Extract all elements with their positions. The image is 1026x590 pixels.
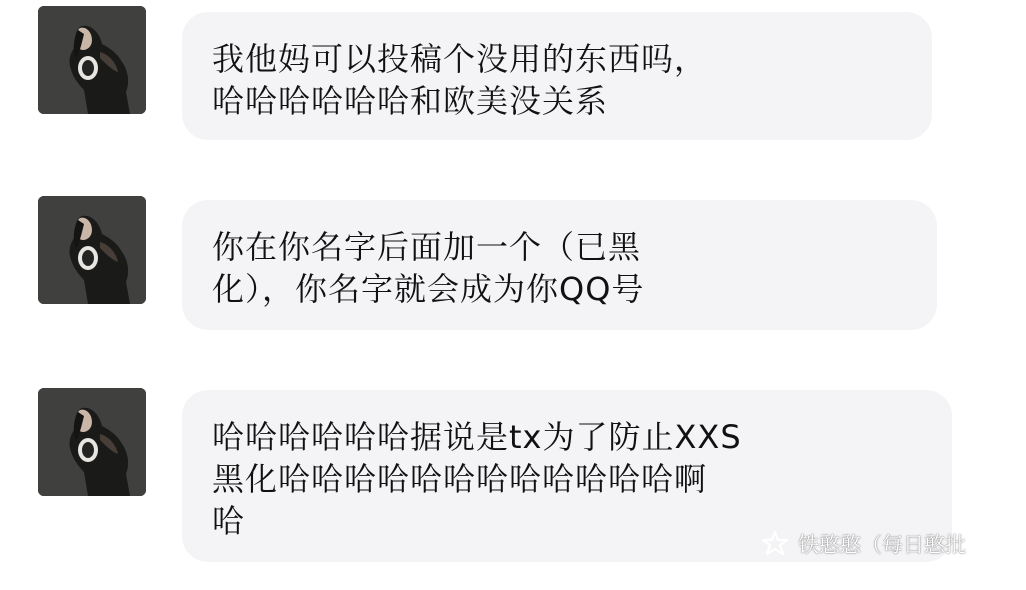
person-photo-icon xyxy=(38,196,146,304)
watermark xyxy=(760,526,966,562)
message-text-line: 化），你名字就会成为你QQ号 xyxy=(212,270,645,308)
message-text-line: 你在你名字后面加一个（已黑 xyxy=(212,228,642,266)
message-row xyxy=(0,0,1026,180)
message-row xyxy=(0,190,1026,370)
person-photo-icon xyxy=(38,388,146,496)
platform-logo-icon xyxy=(760,529,790,559)
watermark-text: 铁憨憨（每日憨批 xyxy=(798,533,966,557)
message-text-line: 哈哈哈哈哈哈和欧美没关系 xyxy=(212,82,609,120)
person-photo-icon xyxy=(38,6,146,114)
message-text-line: 黑化哈哈哈哈哈哈哈哈哈哈哈哈啊 xyxy=(212,460,708,498)
contact-avatar[interactable] xyxy=(38,6,146,114)
contact-avatar[interactable] xyxy=(38,388,146,496)
message-bubble[interactable] xyxy=(182,12,932,140)
contact-avatar[interactable] xyxy=(38,196,146,304)
message-text-line: 哈 xyxy=(212,502,246,540)
message-text-line: 哈哈哈哈哈哈据说是tx为了防止XXS xyxy=(212,418,742,456)
message-text-line: 我他妈可以投稿个没用的东西吗， xyxy=(212,40,708,78)
message-bubble[interactable] xyxy=(182,200,937,330)
